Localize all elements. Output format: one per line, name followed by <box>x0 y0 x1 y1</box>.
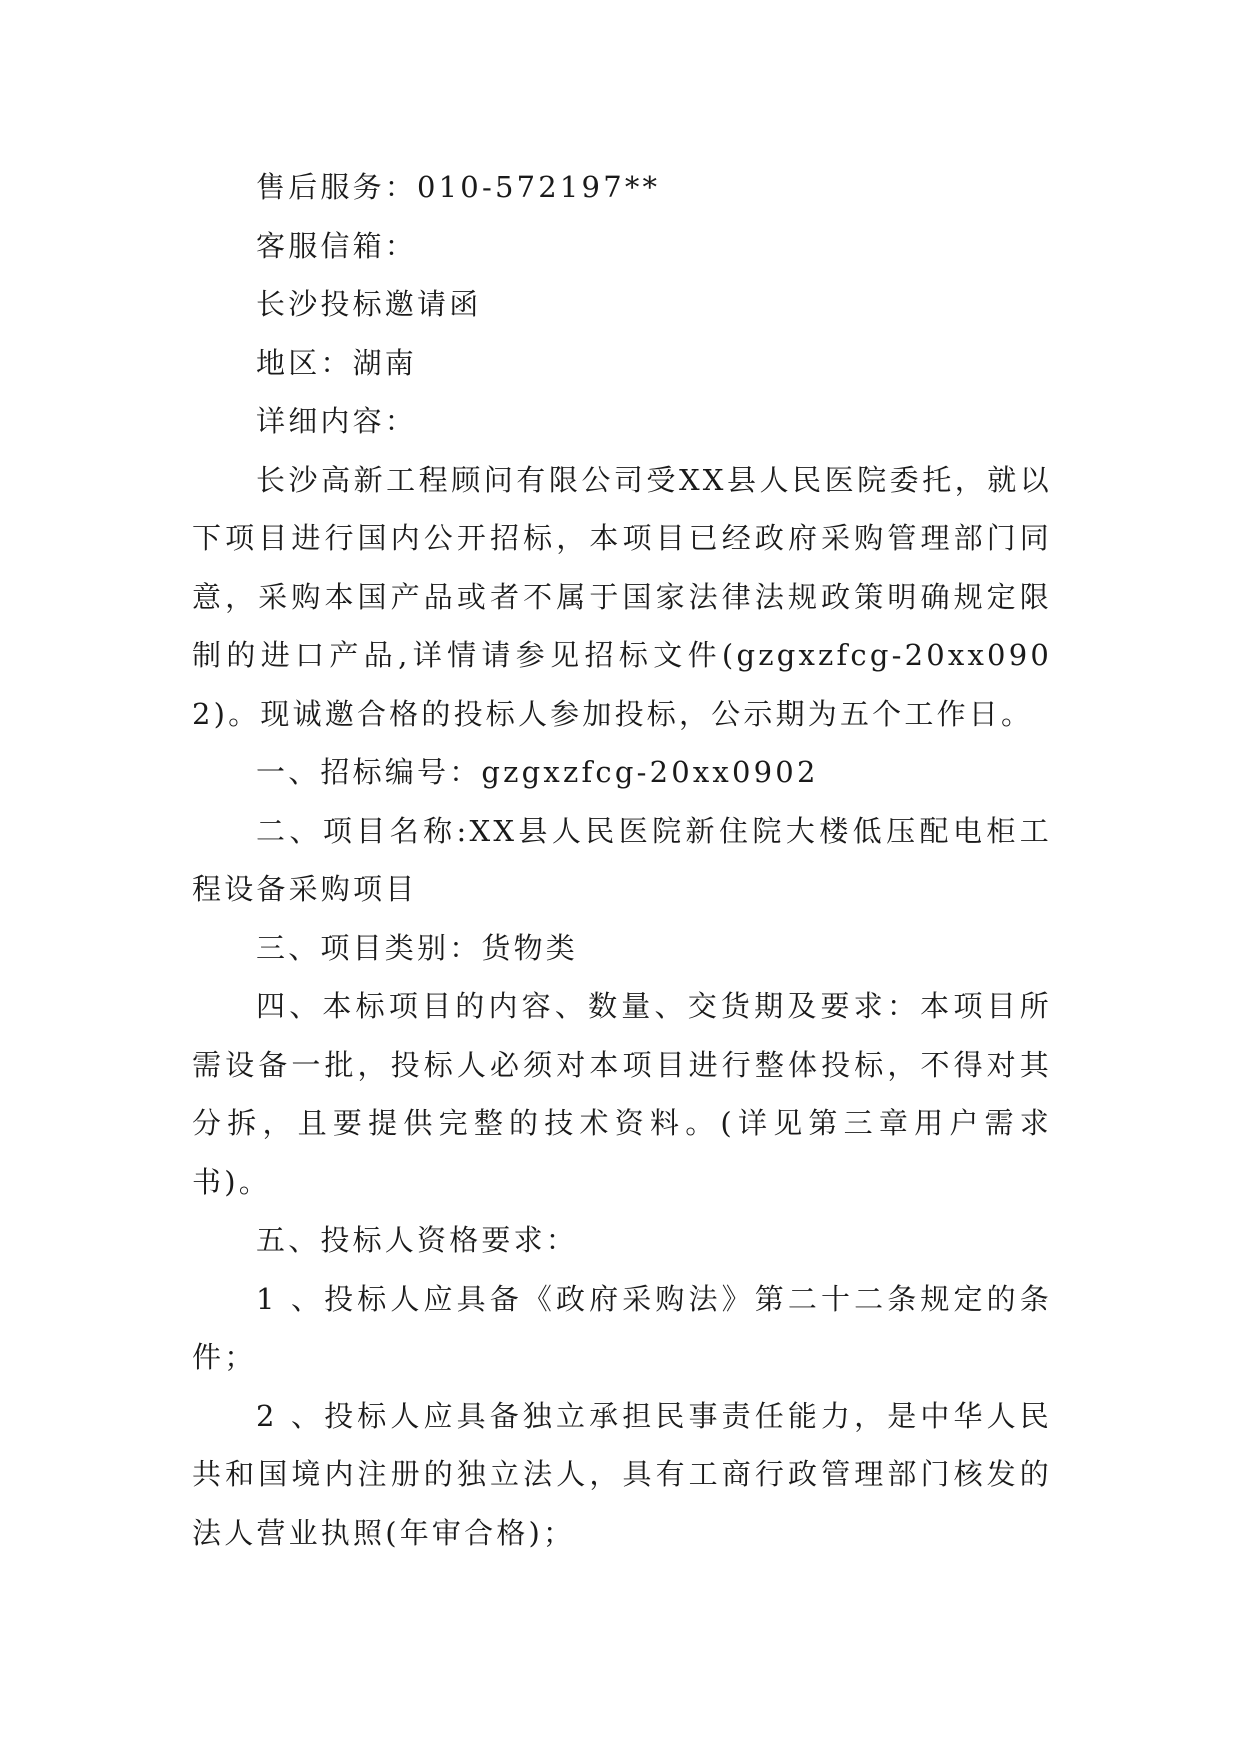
qualification-item-1: 1 、投标人应具备《政府采购法》第二十二条规定的条件； <box>192 1281 1052 1374</box>
region: 地区：湖南 <box>256 345 418 380</box>
intro-paragraph: 长沙高新工程顾问有限公司受XX县人民医院委托，就以下项目进行国内公开招标，本项目已经政府采购管理部门同意，采购本国产品或者不属于国家法律法规政策明确规定限制的进口产品,详情请参见招标文件(gzgxzfcg-20xx0902)。现诚邀合格的投标人参加投标，公示期为五个工作日。 <box>192 462 1052 731</box>
after-sales-phone: 售后服务：010-572197** <box>256 170 661 204</box>
document-title: 长沙投标邀请函 <box>256 287 482 321</box>
document-body <box>192 158 1052 1562</box>
project-requirements: 四、本标项目的内容、数量、交货期及要求：本项目所需设备一批，投标人必须对本项目进行整体投标，不得对其分拆，且要提供完整的技术资料。(详见第三章用户需求书)。 <box>192 989 1052 1199</box>
tender-number: 一、招标编号：gzgxzfcg-20xx0902 <box>256 755 819 789</box>
project-category: 三、项目类别：货物类 <box>256 930 579 965</box>
customer-service-email: 客服信箱： <box>256 228 418 263</box>
qualification-item-2: 2 、投标人应具备独立承担民事责任能力，是中华人民共和国境内注册的独立法人，具有工商行政管理部门核发的法人营业执照(年审合格)； <box>192 1398 1052 1550</box>
qualification-heading: 五、投标人资格要求： <box>256 1223 579 1257</box>
project-name: 二、项目名称:XX县人民医院新住院大楼低压配电柜工程设备采购项目 <box>192 813 1052 906</box>
details-label: 详细内容： <box>256 404 418 438</box>
